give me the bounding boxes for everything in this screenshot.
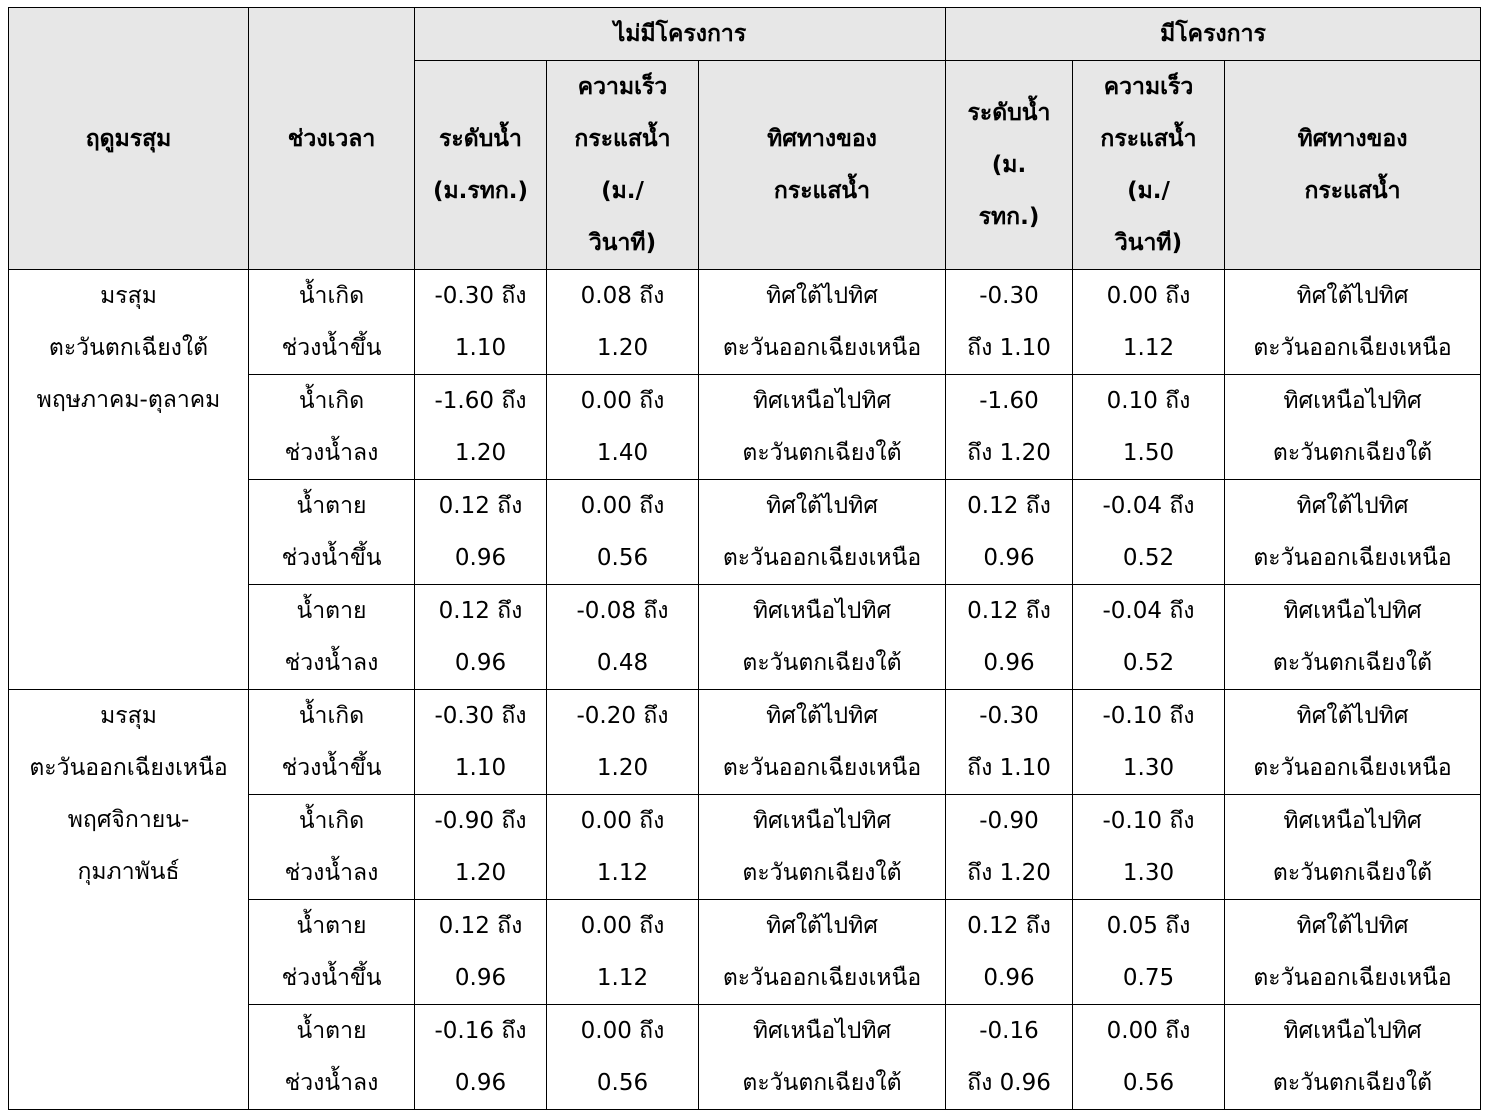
header-without-current-direction (699, 61, 946, 270)
period-line: ช่วงน้ำลง (284, 1070, 379, 1096)
cell-line: 0.00 ถึง (1106, 283, 1191, 309)
without-direction-cell (699, 270, 946, 375)
table-body (9, 270, 1481, 1110)
with-current-speed-cell (1073, 900, 1225, 1005)
header-line: กระแสน้ำ (574, 126, 671, 152)
cell-line: ถึง 1.20 (967, 440, 1051, 466)
header-group-with-project (946, 8, 1481, 61)
cell-line: -0.30 (979, 283, 1039, 309)
period-line: ช่วงน้ำลง (284, 650, 379, 676)
period-cell (249, 795, 415, 900)
season-line: ตะวันออกเฉียงเหนือ (29, 755, 228, 781)
without-current-speed-cell (547, 900, 699, 1005)
with-current-speed-cell (1073, 690, 1225, 795)
with-water-level-cell (946, 585, 1073, 690)
period-cell (249, 585, 415, 690)
with-water-level-cell (946, 690, 1073, 795)
period-line: น้ำเกิด (298, 388, 365, 414)
period-cell (249, 690, 415, 795)
with-water-level-cell (946, 795, 1073, 900)
cell-line: ทิศใต้ไปทิศ (766, 913, 878, 939)
cell-line: 0.10 ถึง (1106, 388, 1191, 414)
cell-line: 0.12 ถึง (438, 913, 523, 939)
without-direction-cell (699, 690, 946, 795)
cell-line: 0.00 ถึง (580, 913, 665, 939)
cell-line: 1.20 (596, 335, 649, 361)
cell-line: 0.00 ถึง (580, 808, 665, 834)
period-cell (249, 1005, 415, 1110)
cell-line: -0.10 ถึง (1102, 703, 1195, 729)
table-row (9, 270, 1481, 375)
cell-line: 0.56 (596, 545, 649, 571)
without-direction-cell (699, 1005, 946, 1110)
without-water-level-cell (415, 480, 547, 585)
cell-line: -0.30 ถึง (434, 283, 527, 309)
cell-line: ถึง 1.10 (967, 755, 1051, 781)
cell-line: ทิศเหนือไปทิศ (1283, 808, 1422, 834)
cell-line: 0.96 (983, 545, 1035, 571)
cell-line: 0.05 ถึง (1106, 913, 1191, 939)
header-line: กระแสน้ำ (1304, 178, 1401, 204)
cell-line: ตะวันตกเฉียงใต้ (742, 650, 902, 676)
with-water-level-cell (946, 480, 1073, 585)
with-current-speed-cell (1073, 1005, 1225, 1110)
cell-line: 0.96 (454, 650, 507, 676)
with-current-speed-cell (1073, 480, 1225, 585)
cell-line: ทิศใต้ไปทิศ (766, 703, 878, 729)
header-with-current-direction (1225, 61, 1481, 270)
header-line: (ม. (991, 152, 1027, 178)
cell-line: ทิศใต้ไปทิศ (766, 283, 878, 309)
with-current-speed-cell (1073, 795, 1225, 900)
cell-line: 1.10 (454, 755, 507, 781)
tide-current-table (8, 7, 1481, 1110)
without-water-level-cell (415, 795, 547, 900)
cell-line: ตะวันออกเฉียงเหนือ (722, 545, 922, 571)
header-period-label: ช่วงเวลา (287, 125, 376, 152)
without-water-level-cell (415, 270, 547, 375)
header-period (249, 8, 415, 270)
cell-line: 0.96 (454, 965, 507, 991)
cell-line: ทิศเหนือไปทิศ (752, 808, 892, 834)
cell-line: ตะวันตกเฉียงใต้ (742, 440, 902, 466)
without-current-speed-cell (547, 585, 699, 690)
with-direction-cell (1225, 375, 1481, 480)
period-line: ช่วงน้ำลง (284, 860, 379, 886)
period-cell (249, 480, 415, 585)
without-water-level-cell (415, 375, 547, 480)
season-line: ตะวันตกเฉียงใต้ (48, 335, 209, 361)
cell-line: -0.04 ถึง (1102, 598, 1195, 624)
table-row (9, 690, 1481, 795)
period-cell (249, 270, 415, 375)
cell-line: 0.56 (596, 1070, 649, 1096)
cell-line: ตะวันออกเฉียงเหนือ (1253, 965, 1452, 991)
season-line: กุมภาพันธ์ (77, 859, 180, 885)
cell-line: 0.12 ถึง (967, 913, 1051, 939)
cell-line: 1.20 (454, 440, 507, 466)
cell-line: 1.50 (1122, 440, 1175, 466)
cell-line: ตะวันตกเฉียงใต้ (1272, 650, 1433, 676)
header-line: รทก.) (978, 204, 1040, 230)
cell-line: 0.08 ถึง (580, 283, 665, 309)
cell-line: ทิศเหนือไปทิศ (1283, 388, 1422, 414)
header-line: วินาที) (588, 230, 657, 256)
cell-line: 0.96 (454, 545, 507, 571)
cell-line: 1.10 (454, 335, 507, 361)
header-line: ทิศทางของ (767, 126, 877, 152)
period-cell (249, 900, 415, 1005)
with-direction-cell (1225, 795, 1481, 900)
cell-line: 0.96 (454, 1070, 507, 1096)
cell-line: 1.12 (596, 860, 649, 886)
cell-line: ทิศใต้ไปทิศ (1296, 913, 1409, 939)
cell-line: ตะวันออกเฉียงเหนือ (722, 755, 922, 781)
without-water-level-cell (415, 690, 547, 795)
with-water-level-cell (946, 270, 1073, 375)
cell-line: 0.00 ถึง (580, 1018, 665, 1044)
cell-line: 0.48 (596, 650, 649, 676)
period-line: น้ำตาย (296, 1018, 367, 1044)
without-current-speed-cell (547, 1005, 699, 1110)
header-line: (ม.รทก.) (432, 178, 529, 204)
cell-line: 1.30 (1122, 755, 1175, 781)
period-line: ช่วงน้ำขึ้น (281, 965, 382, 991)
header-line: ระดับน้ำ (967, 100, 1051, 126)
cell-line: 0.75 (1122, 965, 1175, 991)
cell-line: -0.20 ถึง (576, 703, 669, 729)
season-line: มรสุม (100, 283, 157, 309)
cell-line: -0.30 (979, 703, 1039, 729)
with-direction-cell (1225, 270, 1481, 375)
with-direction-cell (1225, 900, 1481, 1005)
period-line: น้ำเกิด (298, 283, 365, 309)
season-cell (9, 270, 249, 690)
cell-line: ทิศเหนือไปทิศ (1283, 1018, 1422, 1044)
with-direction-cell (1225, 1005, 1481, 1110)
cell-line: ตะวันตกเฉียงใต้ (1272, 440, 1433, 466)
season-line: มรสุม (100, 703, 157, 729)
cell-line: ตะวันออกเฉียงเหนือ (1253, 335, 1452, 361)
cell-line: 0.52 (1122, 650, 1175, 676)
cell-line: ทิศเหนือไปทิศ (752, 598, 892, 624)
period-line: ช่วงน้ำขึ้น (281, 545, 382, 571)
cell-line: 0.12 ถึง (967, 493, 1051, 519)
season-cell (9, 690, 249, 1110)
header-group-row (9, 8, 1481, 61)
cell-line: 1.12 (596, 965, 649, 991)
cell-line: ถึง 1.20 (967, 860, 1051, 886)
period-cell (249, 375, 415, 480)
cell-line: ทิศใต้ไปทิศ (1296, 703, 1409, 729)
header-line: กระแสน้ำ (773, 178, 871, 204)
header-season-label: ฤดูมรสุม (85, 125, 172, 152)
document-page (8, 7, 1481, 1110)
without-water-level-cell (415, 900, 547, 1005)
without-current-speed-cell (547, 375, 699, 480)
cell-line: 0.12 ถึง (438, 598, 523, 624)
cell-line: 0.12 ถึง (438, 493, 523, 519)
with-direction-cell (1225, 585, 1481, 690)
cell-line: -0.90 ถึง (434, 808, 527, 834)
header-line: ความเร็ว (577, 74, 668, 100)
cell-line: ทิศใต้ไปทิศ (766, 493, 878, 519)
header-line: ทิศทางของ (1297, 126, 1408, 152)
with-current-speed-cell (1073, 270, 1225, 375)
cell-line: 1.40 (596, 440, 649, 466)
header-line: (ม./ (601, 178, 644, 204)
without-current-speed-cell (547, 480, 699, 585)
cell-line: ตะวันตกเฉียงใต้ (742, 860, 902, 886)
cell-line: 0.96 (983, 965, 1035, 991)
header-group-without-project (415, 8, 946, 61)
cell-line: 1.20 (454, 860, 507, 886)
header-with-water-level (946, 61, 1073, 270)
without-direction-cell (699, 585, 946, 690)
group-without-label: ไม่มีโครงการ (613, 21, 747, 47)
cell-line: 0.52 (1122, 545, 1175, 571)
with-direction-cell (1225, 690, 1481, 795)
cell-line: ตะวันออกเฉียงเหนือ (1253, 545, 1452, 571)
cell-line: 1.12 (1122, 335, 1175, 361)
without-direction-cell (699, 795, 946, 900)
header-line: กระแสน้ำ (1100, 126, 1197, 152)
cell-line: ตะวันออกเฉียงเหนือ (1253, 755, 1452, 781)
cell-line: ตะวันออกเฉียงเหนือ (722, 335, 922, 361)
cell-line: -1.60 ถึง (434, 388, 527, 414)
cell-line: 0.00 ถึง (1106, 1018, 1191, 1044)
cell-line: ตะวันตกเฉียงใต้ (1272, 860, 1433, 886)
period-line: น้ำตาย (296, 493, 367, 519)
without-direction-cell (699, 480, 946, 585)
period-line: ช่วงน้ำขึ้น (281, 335, 382, 361)
cell-line: -0.16 (979, 1018, 1039, 1044)
season-line: พฤษภาคม-ตุลาคม (36, 387, 221, 413)
cell-line: ตะวันตกเฉียงใต้ (1272, 1070, 1433, 1096)
cell-line: ทิศเหนือไปทิศ (1283, 598, 1422, 624)
period-line: น้ำเกิด (298, 808, 365, 834)
period-line: ช่วงน้ำขึ้น (281, 755, 382, 781)
period-line: น้ำตาย (296, 598, 367, 624)
cell-line: 0.96 (983, 650, 1035, 676)
cell-line: ตะวันตกเฉียงใต้ (742, 1070, 902, 1096)
header-line: (ม./ (1127, 178, 1170, 204)
cell-line: ถึง 0.96 (967, 1070, 1051, 1096)
cell-line: -0.90 (979, 808, 1039, 834)
cell-line: 0.00 ถึง (580, 388, 665, 414)
without-direction-cell (699, 900, 946, 1005)
with-direction-cell (1225, 480, 1481, 585)
header-without-water-level (415, 61, 547, 270)
header-with-current-speed (1073, 61, 1225, 270)
period-line: ช่วงน้ำลง (284, 440, 379, 466)
cell-line: 0.56 (1122, 1070, 1175, 1096)
cell-line: -0.30 ถึง (434, 703, 527, 729)
header-line: วินาที) (1114, 230, 1183, 256)
group-with-label: มีโครงการ (1160, 21, 1266, 47)
cell-line: -0.10 ถึง (1102, 808, 1195, 834)
with-water-level-cell (946, 900, 1073, 1005)
header-line: ระดับน้ำ (439, 126, 522, 152)
cell-line: 0.12 ถึง (967, 598, 1051, 624)
with-water-level-cell (946, 1005, 1073, 1110)
without-direction-cell (699, 375, 946, 480)
cell-line: -1.60 (979, 388, 1039, 414)
season-line: พฤศจิกายน- (67, 807, 190, 833)
cell-line: ทิศเหนือไปทิศ (752, 1018, 892, 1044)
without-current-speed-cell (547, 690, 699, 795)
without-current-speed-cell (547, 270, 699, 375)
cell-line: ทิศใต้ไปทิศ (1296, 493, 1409, 519)
period-line: น้ำตาย (296, 913, 367, 939)
cell-line: 0.00 ถึง (580, 493, 665, 519)
with-current-speed-cell (1073, 585, 1225, 690)
cell-line: 1.20 (596, 755, 649, 781)
cell-line: 1.30 (1122, 860, 1175, 886)
header-without-current-speed (547, 61, 699, 270)
cell-line: ทิศใต้ไปทิศ (1296, 283, 1409, 309)
with-current-speed-cell (1073, 375, 1225, 480)
header-season (9, 8, 249, 270)
cell-line: -0.16 ถึง (434, 1018, 527, 1044)
cell-line: ตะวันออกเฉียงเหนือ (722, 965, 922, 991)
period-line: น้ำเกิด (298, 703, 365, 729)
cell-line: -0.04 ถึง (1102, 493, 1195, 519)
header-line: ความเร็ว (1103, 74, 1194, 100)
without-current-speed-cell (547, 795, 699, 900)
with-water-level-cell (946, 375, 1073, 480)
cell-line: ถึง 1.10 (967, 335, 1051, 361)
without-water-level-cell (415, 585, 547, 690)
cell-line: ทิศเหนือไปทิศ (752, 388, 892, 414)
without-water-level-cell (415, 1005, 547, 1110)
cell-line: -0.08 ถึง (576, 598, 669, 624)
